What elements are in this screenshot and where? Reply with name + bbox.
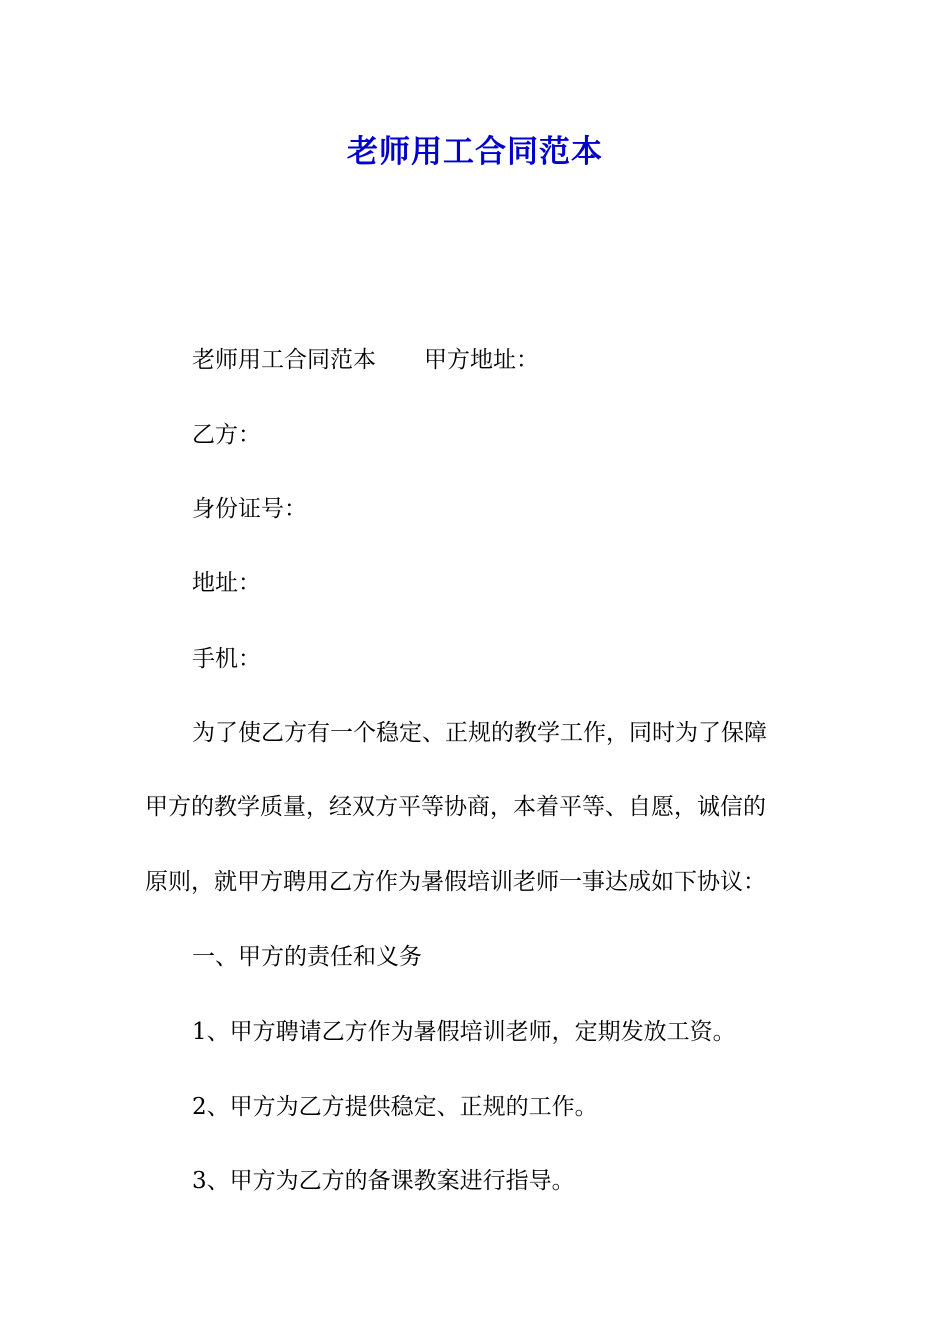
party-a-address-label: 甲方地址： xyxy=(424,347,539,373)
contract-name: 老师用工合同范本 xyxy=(192,347,376,373)
intro-line-3: 原则，就甲方聘用乙方作为暑假培训老师一事达成如下协议： xyxy=(145,869,766,895)
id-number-label: 身份证号： xyxy=(192,496,307,522)
section-1-heading: 一、甲方的责任和义务 xyxy=(192,944,422,970)
header-line xyxy=(192,343,862,377)
party-b-label: 乙方： xyxy=(192,422,261,448)
section-1-item-2: 2、甲方为乙方提供稳定、正规的工作。 xyxy=(192,1094,598,1120)
intro-line-2: 甲方的教学质量，经双方平等协商，本着平等、自愿，诚信的 xyxy=(145,794,766,820)
section-1-item-1: 1、甲方聘请乙方作为暑假培训老师，定期发放工资。 xyxy=(192,1019,736,1045)
address-label: 地址： xyxy=(192,570,261,596)
mobile-label: 手机： xyxy=(192,646,261,672)
intro-line-1: 为了使乙方有一个稳定、正规的教学工作，同时为了保障 xyxy=(192,720,767,746)
section-1-item-3: 3、甲方为乙方的备课教案进行指导。 xyxy=(192,1168,575,1194)
document-title: 老师用工合同范本 xyxy=(347,134,603,170)
